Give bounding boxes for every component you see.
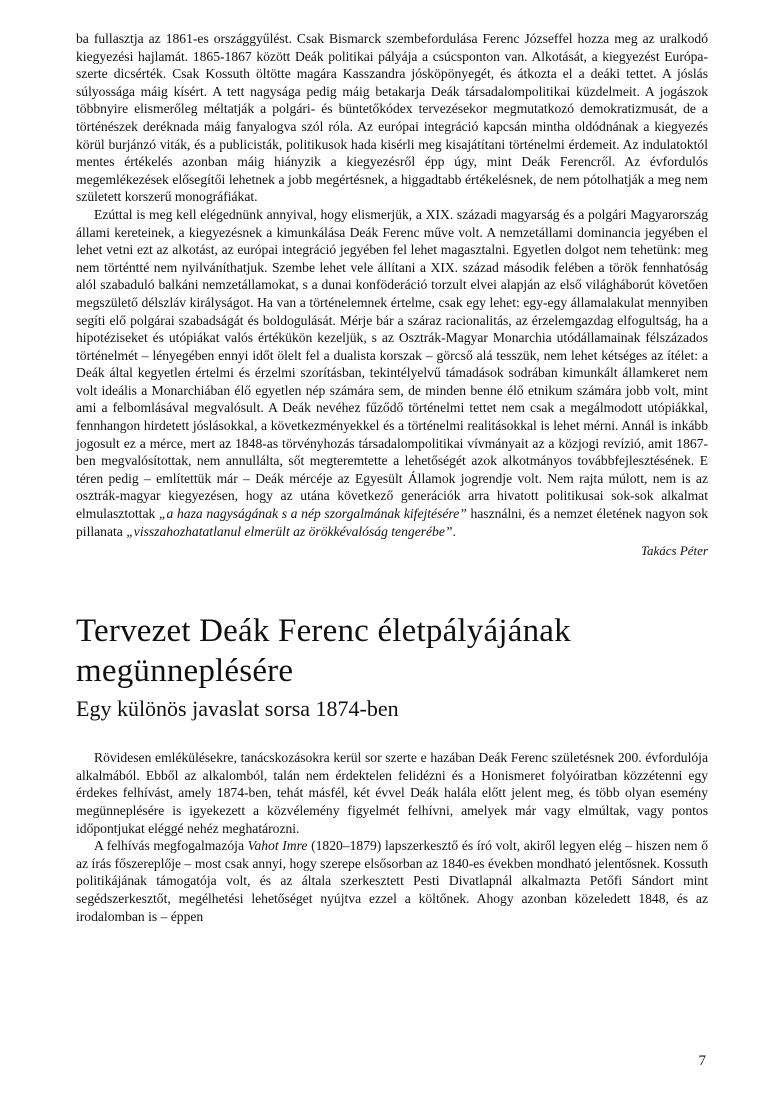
article-subtitle: Egy különös javaslat sorsa 1874-ben xyxy=(76,696,399,722)
body-paragraph: Rövidesen emlékülésekre, tanácskozásokra kerül sor szerte e hazában Deák Ferenc születésnek 200. évfordulója alkalmából. Ebből az alkalomból, talán nem érdektelen felidézni és a Honismeret folyóiratban közzétenni egy érdekes felhívást, amely 1874-ben, tehát másfél, két évvel Deák halála előtt jelent meg, és több olyan esemény megünneplésére is igyekezett a közvélemény figyelmét felhívni, amelyek már vagy elmúltak, vagy pontos időpontjukat eléggé nehéz meghatározni. xyxy=(76,750,708,836)
article-body xyxy=(76,749,708,925)
quote-text: „visszahozhatatlanul elmerült az örökkévalóság tengerébe” xyxy=(126,523,453,539)
author-signature: Takács Péter xyxy=(640,543,708,559)
body-paragraph: ba fullasztja az 1861-es országgyűlést. Csak Bismarck szembefordulása Ferenc Józseffel hozza meg az uralkodó kiegyezési hajlamát. 1865-1867 között Deák politikai pályája a csúcsponton van. Alkotását, a kiegyezést Európa-szerte dicsérték. Csak Kossuth öltötte magára Kasszandra jósköpönyegét, és átkozta el a deáki tettet. A jóslás súlyossága máig kísért. A tett nagysága pedig máig betakarja Deák társadalompolitikai küzdelmeit. A jogászok többnyire elismerőleg méltatják a polgári- és büntetőkódex tervezésekor megmutatkozó demokratizmusát, de a történészek deréknada máig fanyalogva szól róla. Az európai integráció kapcsán mintha oldódnának a kiegyezés körül burjánzó viták, és a publicisták, politikusok hada kisérli meg kisajátítani történelmi érdemeit. Az indulatoktól mentes értékelés azonban máig hiányzik a kiegyezésről épp úgy, mint Deák Ferencről. Az évfordulós megemlékezések elősegítői lehetnek a jobb megértésnek, a higgadtabb értékelésnek, de nem pótolhatják a meg nem született korszerű monográfiákat. xyxy=(76,31,708,205)
person-name: Vahot Imre xyxy=(247,838,308,854)
paragraph-text: Ezúttal is meg kell elégednünk annyival, hogy elismerjük, a XIX. századi magyarság és a polgári Magyarország állami kereteinek, a kiegyezésnek a kimunkálása Deák Ferenc műve volt. A nemzetállami dominancia jegyében el lehet vetni ezt az alkotást, az európai integráció jegyében fel lehet magasztalni. Egyetlen dolgot nem tehetünk: meg nem történtté nem nyilváníthatjuk. Szembe lehet vele állítani a XIX. század második felében a török fennhatóság alól szabaduló balkáni nemzetállamokat, s a dunai konföderáció torzult elvei alapján az első világháborút követően megszülető délszláv királyságot. Ha van a történelemnek értelme, csak egy lehet: egy-egy államalakulat mennyiben segíti elő polgárai szabadságát és boldogulását. Mérje bár a száraz racionalitás, az érzelemgazdag elfogultság, ha a hipotéziseket és utópiákat valós értékükön kezeljük, s az Osztrák-Magyar Monarchia utódállamainak félszázados történelmét – lényegében ennyi időt ölelt fel a dualista korszak – görcső alá tesszük, nem lehet kétséges az ítélet: a Deák által kegyetlen értelmi és érzelmi szorításban, tekintélyelvű támadások sodrában kimunkált államkeret nem volt ideális a Monarchiában élő egyetlen nép számára sem, de minden benne élő etnikum számára jobb volt, mint ami a felbomlásával megvalósult. A Deák nevéhez fűződő történelmi tettet nem csak a megálmodott utópiákkal, fennhangon hirdetett jóslásokkal, a következményekkel és a történelmi realitásokkal is lehet mérni. Annál is inkább jogosult ez a mérce, mert az 1848-as törvényhozás társadalompolitikai vívmányait az a közjogi revízió, amit 1867-ben megvalósítottak, nem annullálta, sőt megteremtette a lehetőségét azok alkotmányos továbbfejlesztésének. E téren pedig – említettük már – Deák mércéje az Egyesült Államok jogrendje volt. Nem rajta múlott, nem is az osztrák-magyar kiegyezésen, hogy az utána következő generációk arra hivatott politikusai sok-sok alkalmat elmulasztottak xyxy=(76,206,708,522)
article-title: Tervezet Deák Ferenc életpályájának megünneplésére xyxy=(76,613,571,690)
article xyxy=(76,611,708,925)
body-paragraph xyxy=(76,837,708,925)
body-paragraph xyxy=(76,206,708,540)
paragraph-text: . xyxy=(452,523,456,539)
paragraph-text: A felhívás megfogalmazója xyxy=(94,838,244,854)
paragraph-text: (1820–1879) lapszerkesztő és író volt, akiről legyen elég – hiszen nem ő az írás főszereplője – most csak annyi, hogy szerepe elsősorban az 1840-es években mondható jelentősnek. Kossuth politikájának támogatója volt, és az általa szerkesztett Pesti Divatlapnál alkalmazta Petőfi Sándort mint segédszerkesztőt, megélhetési lehetőséget nyújtva ezzel a költőnek. Ahogy azonban közeledett 1848, és az irodalomban is – éppen xyxy=(76,838,708,924)
quote-text: „a haza nagyságának s a nép szorgalmának kifejtésére” xyxy=(158,506,467,522)
document-page xyxy=(76,30,708,1090)
paragraph-text: használni, és a nemzet életének nagyon sok pillanata xyxy=(76,506,708,539)
previous-article-ending xyxy=(76,30,708,559)
page-number: 7 xyxy=(698,1053,706,1069)
